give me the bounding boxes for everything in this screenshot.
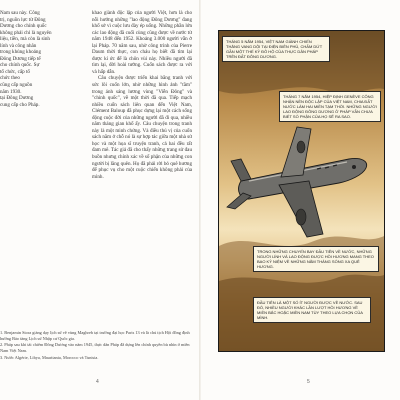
paragraph: khao giành độc lập của người Việt, hơn là cho nỗi hướng những "lao động Đông Dương" đang khổ sở vì cuộc lưu đày ép uổng. Những phần lớn các lao động đã cuối cùng cũng được về nước từ năm 1948 đến 1952. Khoảng 3.000 người vẫn ở lại Pháp. 70 năm sau, nhờ công trình của Pierre Daum thời thực, con cháu họ biết đã tìm lại được kí ức để là chôn vùi này. Nhiều người đã tìm lại, đời hoài tưởng. Cuốn sách được ra với và hấp dẫn. (92, 10, 192, 75)
caption-box: THÁNG 7 NĂM 1954, HIỆP ĐỊNH GENÈVE CÔNG NHẬN NỀN ĐỘC LẬP CỦA VIỆT NAM, CHIA ĐẤT NƯỚC LÀM HAI MIỀN TẠM THỜI. NHỮNG NGƯỜI LAO ĐỘNG ĐÔNG DƯƠNG Ở PHÁP VẪN CHƯA BIẾT SỐ PHẬN CỦA HỌ SẼ RA SAO. (279, 91, 381, 122)
text-line: tại Đông Dương (0, 95, 34, 102)
airplane-icon (227, 127, 367, 237)
page-number-left: 4 (96, 379, 99, 385)
page-number-right: 5 (307, 379, 310, 385)
caption-box: ĐẦU TIÊN LÀ MỘT SỐ ÍT NGƯỜI ĐƯỢC VỀ NƯỚC. SAU ĐÓ, NHIỀU NGƯỜI KHÁC LẦN LƯỢT HỒI HƯƠNG VỀ MIỀN BẮC HOẶC MIỀN NAM TÙY THEO LỰA CHỌN CỦA MÌNH. (253, 297, 371, 323)
text-line: liệu, tiền, mà còn là sinh (0, 36, 50, 43)
text-column-right (92, 10, 192, 266)
text-line: Dương cho chính quốc (0, 23, 47, 30)
text-line: cung cấp cho Pháp. (0, 101, 40, 108)
text-line: tổ chức, cấp tổ (0, 68, 30, 75)
paragraph: Câu chuyện được triển khai bằng tranh với sức lôi cuốn lớn, nhờ những hình ảnh "tầm" trong ánh sáng lương vùng "Viễn Đông" và "chinh quốc", về một thời đã qua. Tiếp mạch nhiều cuốn sách liên quan đến Việt Nam, Clément Baloup đã phục dựng lại một cách sống động cuộc đời của những người đã đi qua, nhiều năm tháng gian khổ ấy. Câu chuyện trong tranh này là một minh chứng. Và điều thú vị của cuốn sách nằm ở chỗ nó là sự hợp tác giữa một nhà sử học và một họa sĩ truyện tranh, cả hai đều rất đam mê. Tác giả đã cho thấy những trang sử đau buồn nhưng chính xác về số phận của những con người bị lãng quên. Họ đã phải rời bỏ quê hương để phục vụ cho một cuộc chiến không phải của mình. (92, 75, 192, 180)
text-line: cũng cấp nguồn (0, 82, 33, 89)
footnotes (0, 330, 196, 361)
text-line: lính và công nhân (0, 42, 37, 49)
text-line: Nam sau này. Công (0, 10, 40, 16)
footnote: 2. Pháp sau khi tái chiếm Đông Dương vào năm 1945, thực dân Pháp đã dựng lên chính quyền bù nhìn ở miền Nam Việt Nam. (0, 342, 190, 354)
text-column-left (0, 10, 62, 258)
footnote: 3. Nước Algérie, Libya, Mauritania, Morocco và Tunisia. (0, 354, 99, 360)
text-line: cho chính quốc. Sự (0, 62, 40, 69)
text-line: Đông Dương tiếp tế (0, 55, 41, 62)
text-line: không phải chỉ là nguyên (0, 29, 52, 36)
text-line: chức theo (0, 75, 20, 82)
caption-box: TRONG NHỮNG CHUYẾN BAY ĐẦU TIÊN VỀ NƯỚC, NHỮNG NGƯỜI LÍNH VÀ LAO ĐỘNG ĐƯỢC HỒI HƯƠNG MANG THEO BAO KỶ NIỆM VỀ NHỮNG NĂM THÁNG SỐNG XA QUÊ HƯƠNG. (253, 246, 379, 272)
text-line: trong khủng khoảng (0, 49, 42, 56)
footnote: 1. Benjamin Stora giảng dạy lịch sử về vùng Maghreb tại trường đại học Paris 13 và là chủ tịch Hội đồng định hướng Bảo tàng Lịch sử Nhập cư Quốc gia. (0, 330, 190, 341)
caption-box: THÁNG 5 NĂM 1954, VIỆT NAM GIÀNH CHIẾN THẮNG VANG DỘI TẠI ĐIỆN BIÊN PHỦ, CHẤM DỨT GẦN MỘT THẾ KỶ ĐÔ HỘ CỦA THỰC DÂN PHÁP TRÊN ĐẤT ĐÔNG DƯƠNG. (222, 36, 330, 62)
text-line: trị, nguồn lực từ Đông (0, 16, 46, 23)
text-line: năm 1930. (0, 88, 22, 95)
